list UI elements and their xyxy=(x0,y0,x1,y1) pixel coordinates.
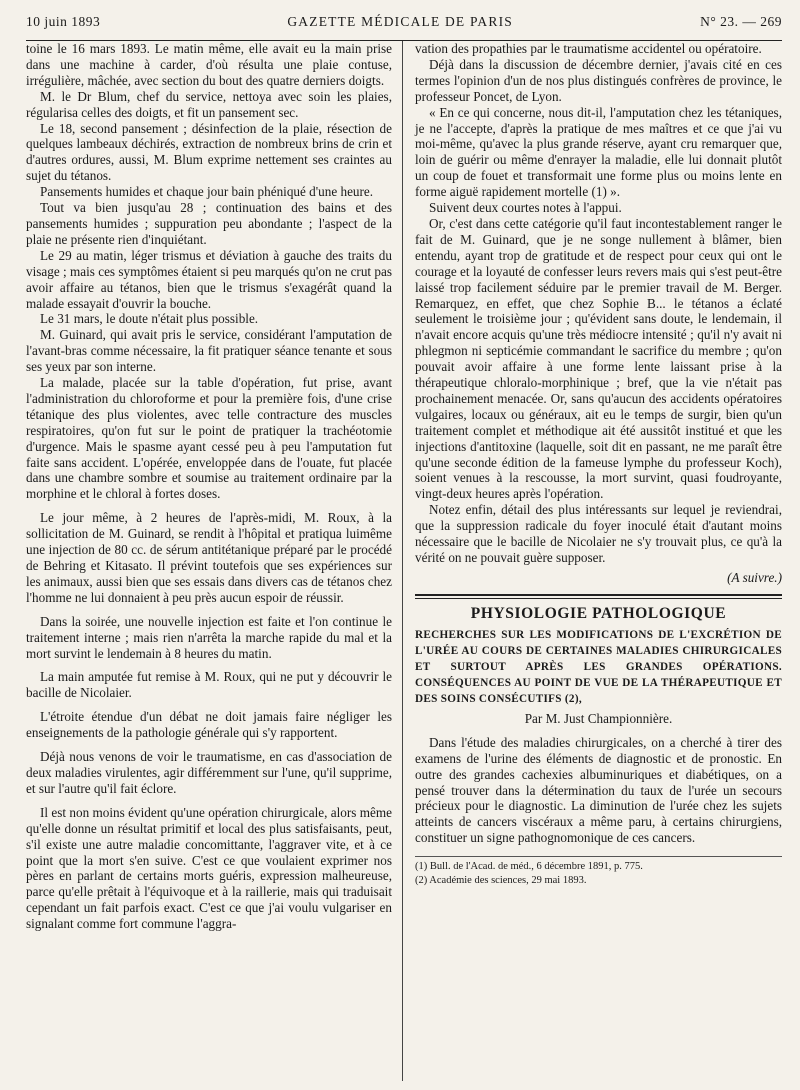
paragraph: Suivent deux courtes notes à l'appui. xyxy=(429,200,622,216)
paragraph: Il est non moins évident qu'une opération chirurgicale, alors même qu'elle donne un résultat primitif et local des plus satisfaisants, peut, s'il existe une autre maladie concomittante, l'aggraver vite, et à ce point que la mort s'en suive. C'est ce que voulaient exprimer nos pères en parlant de certains morts guéris, expression malheureuse, parce qu'elle prêtait à l'équivoque et à la raillerie, mais qui traduisait cependant un fait parfois exact. C'est ce que j'ai voulu vulgariser en signalant comme fort commune l'aggra- xyxy=(26,804,392,932)
paragraph: Le jour même, à 2 heures de l'après-midi, M. Roux, à la sollicitation de M. Guinard, se rendit à l'hôpital et pratiqua luimême une injection de 80 cc. de sérum antitétanique préparé par le procédé de Behring et Kitasato. Il prévint toutefois que ses expériences sur les animaux, aussi bien que ses essais dans divers cas de tétanos chez l'homme ne lui donnaient à peu près aucun espoir de réussir. xyxy=(26,510,392,605)
paragraph: Le 29 au matin, léger trismus et déviation à gauche des traits du visage ; mais ces symptômes étaient si peu marqués qu'on ne crut pas avoir affaire au tétanos, bien que le trismus s'exagérât quand la malade essayait d'ouvrir la bouche. xyxy=(26,247,392,311)
left-column xyxy=(26,41,402,1081)
paragraph: M. Guinard, qui avait pris le service, considérant l'amputation de l'avant-bras comme nécessaire, la fit pratiquer séance tenante et sous ses yeux par son interne. xyxy=(26,327,392,375)
paragraph: Le 31 mars, le doute n'était plus possible. xyxy=(40,311,259,327)
header-journal-title: GAZETTE MÉDICALE DE PARIS xyxy=(287,14,513,29)
article-columns xyxy=(26,41,782,1081)
paragraph: toine le 16 mars 1893. Le matin même, elle avait eu la main prise dans une machine à carder, d'où résulta une plaie contuse, irrégulière, mâchée, avec section du bout des quatre derniers doigts. xyxy=(26,41,392,88)
section-rule xyxy=(415,594,782,596)
paragraph: Pansements humides et chaque jour bain phéniqué d'une heure. xyxy=(40,184,374,200)
footnotes xyxy=(415,856,782,887)
paragraph: Or, c'est dans cette catégorie qu'il faut incontestablement ranger le fait de M. Guinard, que je ne songe nullement à blâmer, bien entendu, ayant trop de gratitude et de respect pour ceux qui ont le courage et la loyauté de confesser leurs revers mais qui s'est peut-être laissé trop facilement séduire par le premier travail de M. Berger. Remarquez, en effet, que chez Sophie B... le tétanos a éclaté seulement le troisième jour ; qu'évident sans doute, le lendemain, il n'avait encore acquis qu'une très médiocre intensité ; qu'il n'y avait ni phlegmon ni septicémie commandant le sacrifice du membre ; qu'on pouvait avoir affaire à une forme lente laissant prise à la thérapeutique chloralo-morphinique ; bref, que la vie n'était pas prochainement menacée. Or, sans qu'aucun des accidents opératoires vulgaires, locaux ou généraux, ait eu le temps de surgir, bien qu'un traitement complet et méthodique ait été aussitôt institué et que les injections d'antitoxine (laquelle, soit dit en passant, ne me paraît être qu'une seconde édition de la fameuse lymphe du professeur Koch), soient venues à la rescousse, la mort survint, quasi foudroyante, vingt-deux heures après l'opération. xyxy=(415,215,782,502)
paragraph: La malade, placée sur la table d'opération, fut prise, avant l'administration du chloroforme et pour la première fois, d'une crise tétanique des plus violentes, avec telle contracture des muscles respiratoires, qu'on fut sur le point de pratiquer la trachéotomie d'urgence. Mais le spasme ayant cessé peu à peu l'amputation fut faite sans accident. L'opérée, enveloppée dans de l'ouate, fut placée dans une chambre sombre et soumise au traitement ordinaire par la morphine et le chloral à fortes doses. xyxy=(26,375,392,502)
footnote: (1) Bull. de l'Acad. de méd., 6 décembre 1891, p. 775. xyxy=(415,861,643,873)
to-be-continued: (A suivre.) xyxy=(727,569,782,585)
paragraph: Le 18, second pansement ; désinfection de la plaie, résection de quelques lambeaux déchirés, extraction de nombreux brins de crin et d'autres ordures, aussi, M. Blum exprime nettement ses craintes au sujet du tétanos. xyxy=(26,120,392,184)
page-header xyxy=(26,14,782,38)
paragraph: L'étroite étendue d'un débat ne doit jamais faire négliger les enseignements de la pathologie générale qui s'y rapportent. xyxy=(26,709,392,741)
paragraph: Dans l'étude des maladies chirurgicales, on a cherché à tirer des examens de l'urine des éléments de diagnostic et de pronostic. En outre des grandes cachexies albuminuriques et diabétiques, on a pensé trouver dans la détermination du taux de l'urée un secours précieux pour le diagnostic. La diminution de l'urée chez les sujets atteints de cancers viscéraux a même paru, à certains chirurgiens, constituer un signe pathognomonique de ces cancers. xyxy=(415,734,782,846)
paragraph: Notez enfin, détail des plus intéressants sur lequel je reviendrai, que la suppression radicale du foyer inoculé était d'autant moins nécessaire que le bacille de Nicolaier ne s'y trouvait plus, ce qu'à la vérité on ne pouvait guère supposer. xyxy=(415,502,782,565)
article-byline: Par M. Just Championnière. xyxy=(524,710,673,726)
paragraph: La main amputée fut remise à M. Roux, qui ne put y découvrir le bacille de Nicolaier. xyxy=(26,669,392,701)
article-subtitle: RECHERCHES SUR LES MODIFICATIONS DE L'EXCRÉTION DE L'URÉE AU COURS DE CERTAINES MALADIES CHIRURGICALES ET SURTOUT APRÈS LES GRANDES OPÉRATIONS. CONSÉQUENCES AU POINT DE VUE DE LA THÉRAPEUTIQUE ET DES SOINS CONSÉCUTIFS (2), xyxy=(415,628,782,705)
paragraph: M. le Dr Blum, chef du service, nettoya avec soin les plaies, régularisa celles des doigts, et fit un pansement sec. xyxy=(26,88,392,120)
paragraph: Déjà dans la discussion de décembre dernier, j'avais cité en ces termes l'opinion d'un de nos plus distingués confrères de province, le professeur Poncet, de Lyon. xyxy=(415,56,782,104)
header-page-number: N° 23. — 269 xyxy=(700,14,782,29)
section-rule xyxy=(415,598,782,599)
paragraph: Tout va bien jusqu'au 28 ; continuation des bains et des pansements humides ; suppuration peu abondante ; l'aspect de la plaie ne présente rien d'inquiétant. xyxy=(26,200,392,247)
header-date: 10 juin 1893 xyxy=(26,14,101,29)
paragraph: Dans la soirée, une nouvelle injection est faite et l'on continue le traitement interne ; mais rien n'arrêta la marche rapide du mal et la mort survint le lendemain à 8 heures du matin. xyxy=(26,613,392,661)
paragraph: vation des propathies par le traumatisme accidentel ou opératoire. xyxy=(415,41,762,56)
footnote: (2) Académie des sciences, 29 mai 1893. xyxy=(415,874,587,886)
paragraph: « En ce qui concerne, nous dit-il, l'amputation chez les tétaniques, je ne l'accepte, d'après la pratique de mes maîtres et ce que j'ai vu moi-même, qu'avec la plus grande réserve, ayant cru remarquer que, loin de guérir ou même d'enrayer la maladie, elle lui donnait plutôt un coup de fouet et transformait une forme plus ou moins lente en forme aiguë rapidement mortelle (1) ». xyxy=(415,104,782,200)
section-title: PHYSIOLOGIE PATHOLOGIQUE xyxy=(470,604,727,622)
paragraph: Déjà nous venons de voir le traumatisme, en cas d'association de deux maladies virulentes, agir différemment sur l'une, qu'il supprime, et sur l'autre qu'il fait éclore. xyxy=(26,749,392,796)
right-column xyxy=(402,41,782,1081)
